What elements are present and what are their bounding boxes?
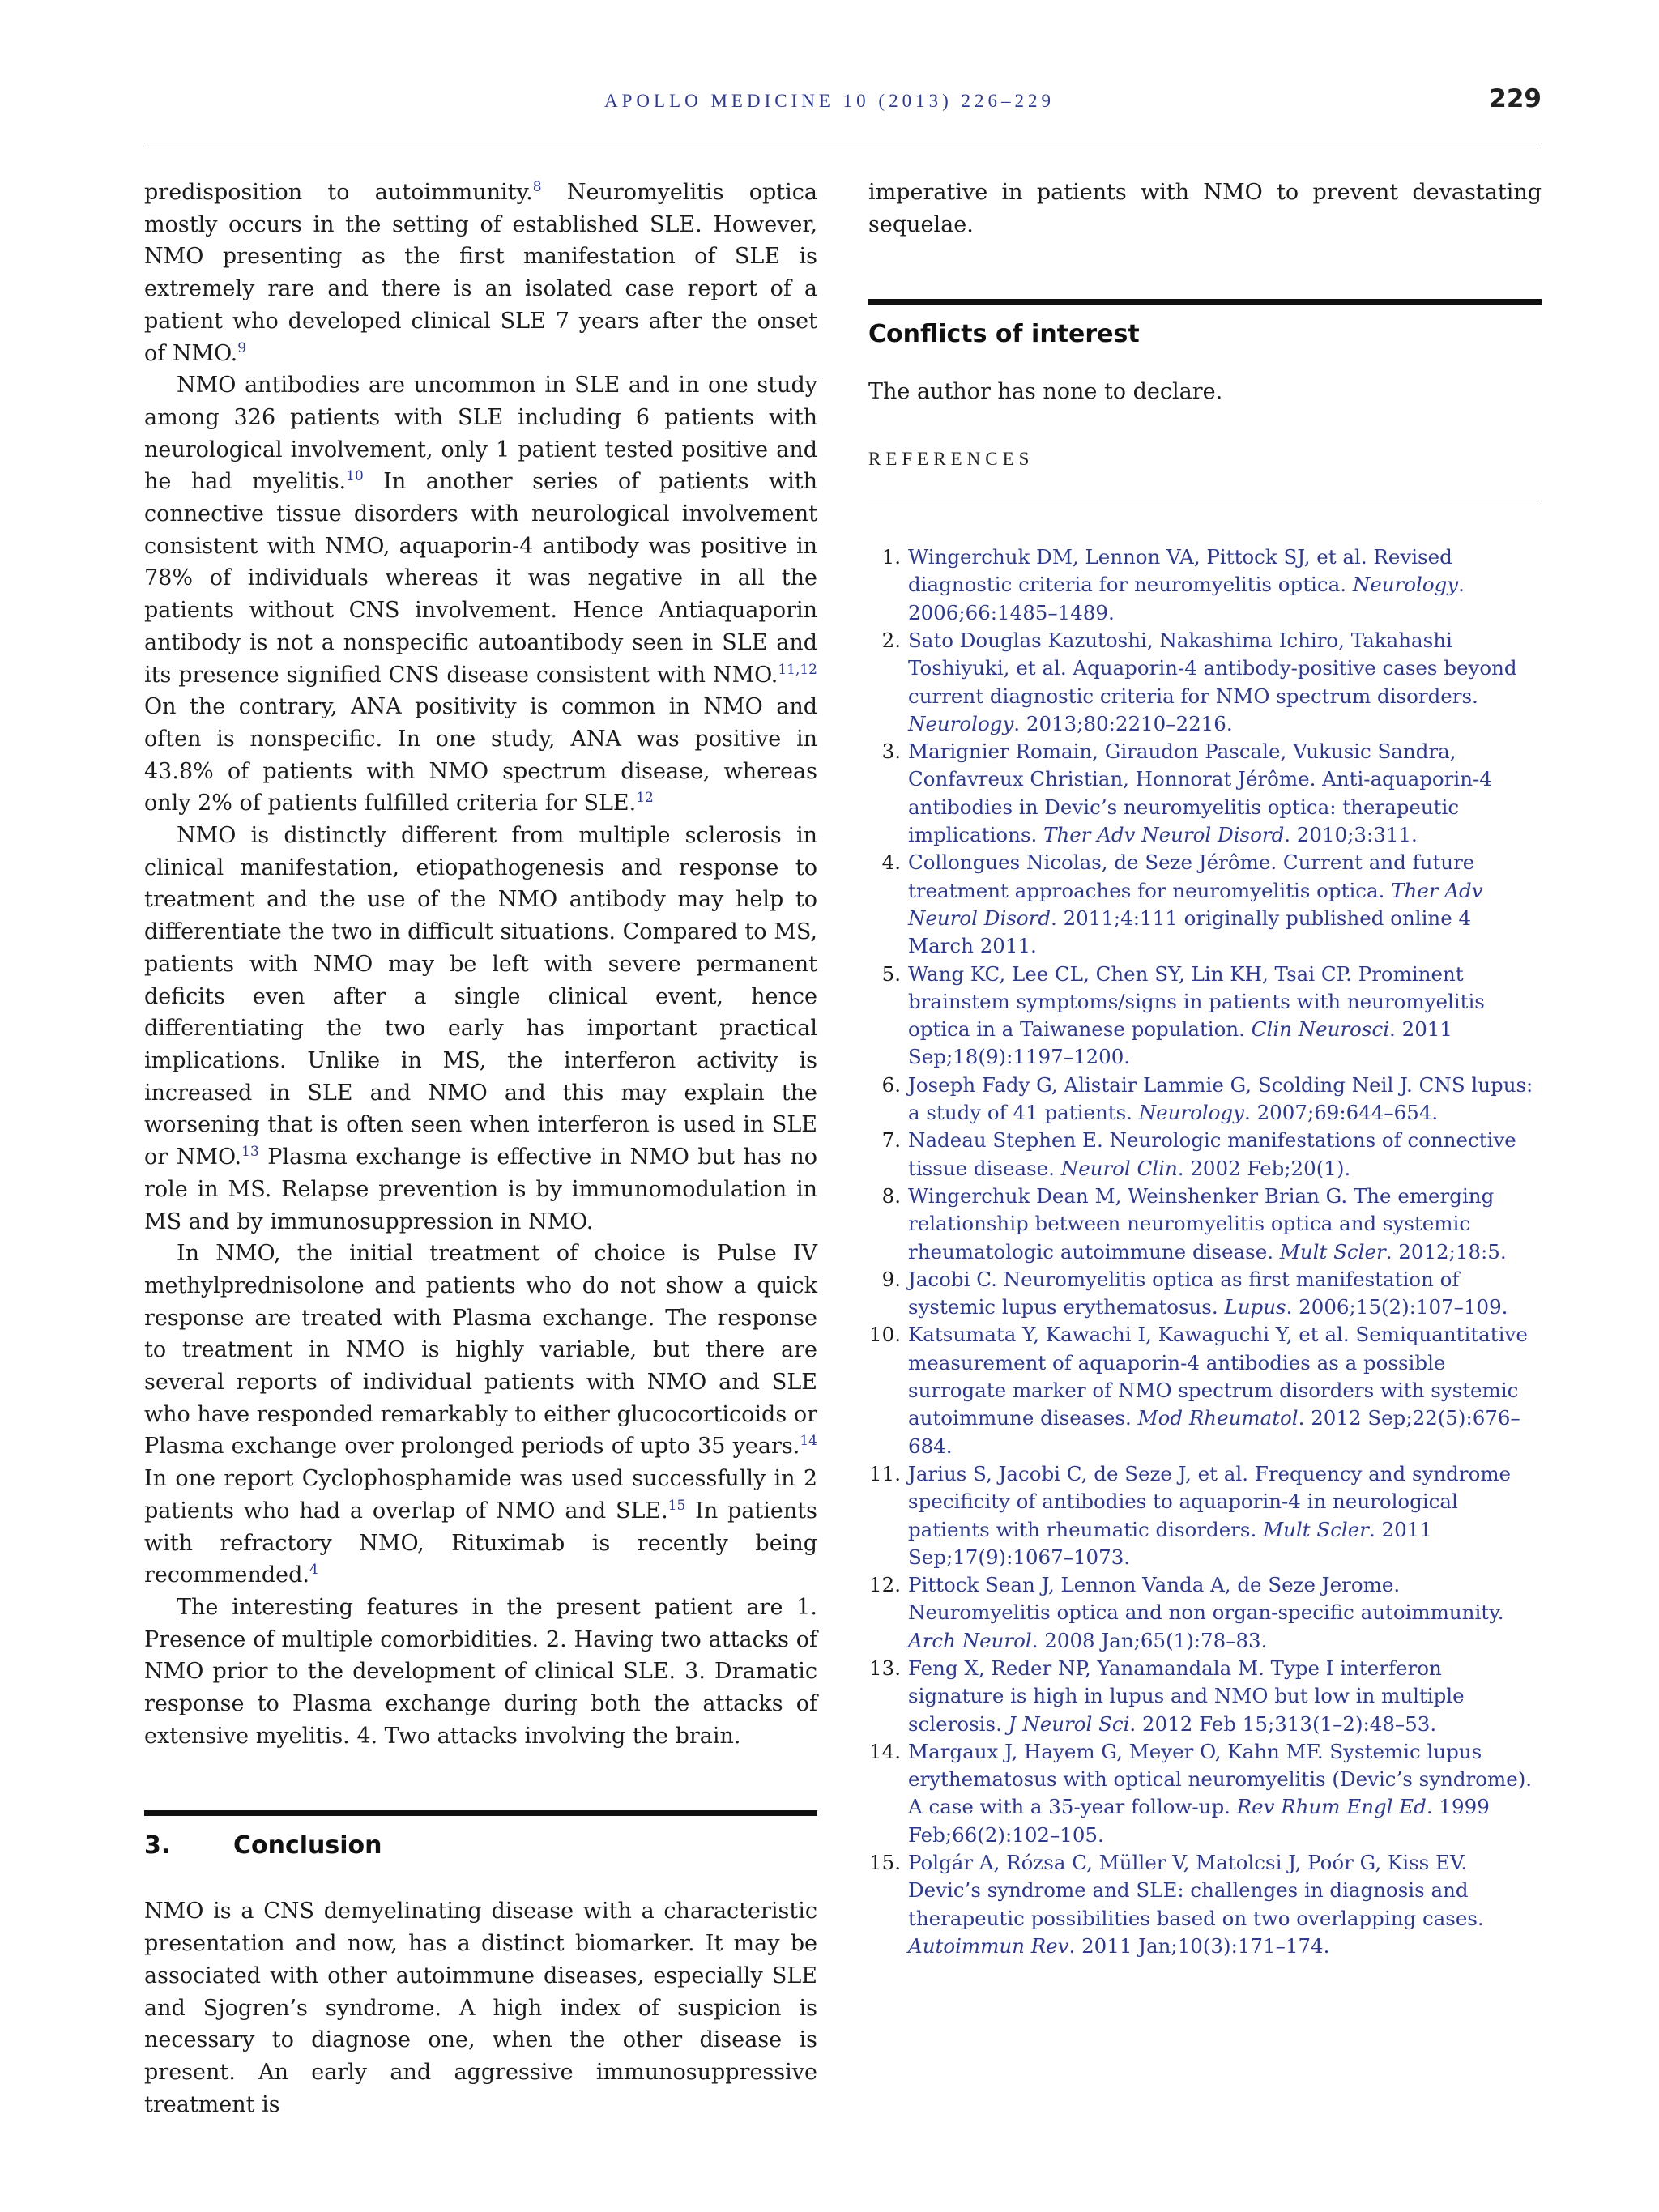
reference-authors-title: Wang KC, Lee CL, Chen SY, Lin KH, Tsai CP. Prominent brainstem symptoms/signs in patients with neuromyelitis optica in a Taiwanese population.	[908, 961, 1485, 1042]
reference-journal: Autoimmun Rev	[908, 1933, 1069, 1958]
reference-item[interactable]	[868, 1072, 1542, 1127]
page-number: 229	[1489, 84, 1542, 113]
reference-number: 9.	[881, 1267, 901, 1291]
paragraph-5: The interesting features in the present patient are 1. Presence of multiple comorbidities. 2. Having two attacks of NMO prior to the development of clinical SLE. 3. Dramatic response to Plasma exchange during both the attacks of extensive myelitis. 4. Two attacks involving the brain.	[144, 1594, 817, 1749]
section-rule	[868, 299, 1542, 305]
reference-details: . 2011 Jan;10(3):171–174.	[1068, 1933, 1330, 1958]
section-heading-conclusion	[144, 1826, 817, 1866]
citation-link[interactable]: 10	[346, 468, 364, 485]
reference-authors-title: Katsumata Y, Kawachi I, Kawaguchi Y, et al. Semiquantitative measurement of aquaporin-4 antibodies as a possible surrogate marker of NMO spectrum disorders with systemic autoimmune diseases.	[908, 1323, 1528, 1430]
reference-item[interactable]	[868, 849, 1542, 960]
reference-item[interactable]	[868, 1849, 1542, 1960]
reference-journal: Mult Scler	[1263, 1517, 1369, 1541]
section-rule	[144, 1810, 817, 1816]
reference-item[interactable]	[868, 543, 1542, 627]
citation-link[interactable]: 11,12	[778, 661, 817, 678]
reference-number: 1.	[881, 545, 901, 569]
reference-details: . 1999 Feb;66(2):102–105.	[908, 1795, 1490, 1847]
citation-link[interactable]: 14	[800, 1433, 817, 1450]
reference-number: 14.	[869, 1739, 901, 1763]
section-title: Conclusion	[233, 1831, 382, 1860]
citation-link[interactable]: 13	[241, 1144, 259, 1161]
running-header: APOLLO MEDICINE 10 (2013) 226–229	[604, 91, 1055, 111]
reference-number: 8.	[881, 1183, 901, 1208]
reference-number: 10.	[869, 1323, 901, 1347]
reference-details: . 2006;66:1485–1489.	[908, 573, 1465, 624]
citation-link[interactable]: 15	[667, 1497, 686, 1514]
paragraph-1: predisposition to autoimmunity.$^8$ Neuromyelitis optica mostly occurs in the setting of established SLE. However, NMO presenting as the first manifestation of SLE is extremely rare and there is an isolated case report of a patient who developed clinical SLE 7 years after the onset of NMO.$^9$	[144, 179, 817, 366]
reference-details: . 2011 Sep;18(9):1197–1200.	[908, 1017, 1452, 1069]
right-column	[868, 177, 1542, 1960]
reference-journal: Neurology	[908, 711, 1014, 735]
reference-item[interactable]	[868, 627, 1542, 738]
reference-item[interactable]	[868, 1655, 1542, 1738]
reference-journal: Mod Rheumatol	[1137, 1406, 1299, 1430]
reference-journal: Neurology	[1352, 573, 1459, 597]
reference-number: 13.	[869, 1656, 901, 1680]
reference-number: 2.	[881, 629, 901, 652]
reference-journal: Neurology	[1138, 1101, 1245, 1125]
reference-journal: Ther Adv Neurol Disord	[908, 878, 1483, 930]
reference-item[interactable]	[868, 1266, 1542, 1322]
reference-journal: Ther Adv Neurol Disord	[1043, 823, 1285, 847]
citation-link[interactable]: 12	[636, 790, 654, 807]
section-heading-conflicts: Conflicts of interest	[868, 320, 1140, 349]
reference-number: 3.	[881, 739, 901, 764]
paragraph-continuation: imperative in patients with NMO to prevent devastating sequelae.	[868, 180, 1542, 237]
paragraph-2: NMO antibodies are uncommon in SLE and in one study among 326 patients with SLE including 6 patients with neurological involvement, only 1 patient tested positive and he had myelitis.$^{10}$ In another series of patients with connective tissue disorders with neurological involvement consistent with NMO, aquaporin-4 antibody was positive in 78% of individuals whereas it was negative in all the patients without CNS involvement. Hence Antiaquaporin antibody is not a nonspecific autoantibody seen in SLE and its presence signified CNS disease consistent with NMO.$^{11,12}$ On the contrary, ANA positivity is common in NMO and often is nonspecific. In one study, ANA was positive in 43.8% of patients with NMO spectrum disease, whereas only 2% of patients fulfilled criteria for SLE.$^{12}$	[144, 373, 817, 816]
reference-number: 6.	[881, 1072, 901, 1097]
reference-details: . 2012 Feb 15;313(1–2):48–53.	[1129, 1711, 1437, 1736]
reference-journal: Arch Neurol	[908, 1628, 1032, 1652]
reference-details: . 2002 Feb;20(1).	[1177, 1156, 1351, 1180]
reference-authors-title: Wingerchuk DM, Lennon VA, Pittock SJ, et al. Revised diagnostic criteria for neuromyelitis optica.	[908, 545, 1452, 597]
reference-journal: J Neurol Sci	[1008, 1711, 1130, 1736]
reference-authors-title: Jarius S, Jacobi C, de Seze J, et al. Frequency and syndrome specificity of antibodies to aquaporin-4 in neurological patients with rheumatic disorders.	[908, 1461, 1512, 1541]
reference-authors-title: Feng X, Reder NP, Yanamandala M. Type I interferon signature is high in lupus and NMO but low in multiple sclerosis.	[908, 1656, 1465, 1736]
reference-details: . 2006;15(2):107–109.	[1286, 1295, 1508, 1319]
reference-details: . 2013;80:2210–2216.	[1013, 711, 1233, 735]
reference-item[interactable]	[868, 1321, 1542, 1460]
reference-item[interactable]	[868, 738, 1542, 849]
reference-details: . 2011;4:111 originally published online 4 March 2011.	[908, 906, 1472, 958]
reference-item[interactable]	[868, 1738, 1542, 1849]
reference-journal: Neurol Clin	[1060, 1156, 1178, 1180]
reference-authors-title: Collongues Nicolas, de Seze Jérôme. Current and future treatment approaches for neuromyelitis optica.	[908, 850, 1475, 902]
reference-item[interactable]	[868, 961, 1542, 1072]
reference-details: . 2012 Sep;22(5):676–684.	[908, 1406, 1520, 1458]
reference-details: . 2011 Sep;17(9):1067–1073.	[908, 1517, 1432, 1569]
reference-authors-title: Pittock Sean J, Lennon Vanda A, de Seze Jerome. Neuromyelitis optica and non organ-specific autoimmunity.	[908, 1573, 1504, 1625]
conflicts-text: The author has none to declare.	[868, 379, 1223, 405]
references-label: REFERENCES	[868, 449, 1034, 470]
reference-authors-title: Jacobi C. Neuromyelitis optica as first manifestation of systemic lupus erythematosus.	[908, 1267, 1460, 1319]
left-column	[144, 177, 817, 2120]
reference-number: 4.	[881, 850, 901, 875]
reference-item[interactable]	[868, 1127, 1542, 1183]
reference-authors-title: Sato Douglas Kazutoshi, Nakashima Ichiro, Takahashi Toshiyuki, et al. Aquaporin-4 antibody-positive cases beyond current diagnostic criteria for NMO spectrum disorders.	[908, 629, 1517, 708]
citation-link[interactable]: 8	[532, 179, 542, 195]
citation-link[interactable]: 4	[309, 1562, 318, 1579]
reference-item[interactable]	[868, 1571, 1542, 1655]
reference-authors-title: Nadeau Stephen E. Neurologic manifestations of connective tissue disease.	[908, 1128, 1516, 1180]
section-number: 3.	[144, 1831, 171, 1860]
citation-link[interactable]: 9	[237, 339, 247, 356]
reference-journal: Lupus	[1224, 1295, 1286, 1319]
paragraph-3: NMO is distinctly different from multiple sclerosis in clinical manifestation, etiopathogenesis and response to treatment and the use of the NMO antibody may help to differentiate the two in difficult situations. Compared to MS, patients with NMO may be left with severe permanent deficits even after a single clinical event, hence differentiating the two early has important practical implications. Unlike in MS, the interferon activity is increased in SLE and NMO and this may explain the worsening that is often seen when interferon is used in SLE or NMO.$^{13}$ Plasma exchange is effective in NMO but has no role in MS. Relapse prevention is by immunomodulation in MS and by immunosuppression in NMO.	[144, 823, 818, 1234]
reference-authors-title: Margaux J, Hayem G, Meyer O, Kahn MF. Systemic lupus erythematosus with optical neuromyelitis (Devic’s syndrome). A case with a 35-year follow-up.	[908, 1739, 1533, 1819]
reference-journal: Mult Scler	[1279, 1239, 1386, 1264]
reference-number: 11.	[869, 1461, 901, 1485]
reference-number: 15.	[869, 1851, 901, 1875]
paragraph-4: In NMO, the initial treatment of choice is Pulse IV methylprednisolone and patients who do not show a quick response are treated with Plasma exchange. The response to treatment in NMO is highly variable, but there are several reports of individual patients with NMO and SLE who have responded remarkably to either glucocorticoids or Plasma exchange over prolonged periods of upto 35 years.$^{14}$ In one report Cyclophosphamide was used successfully in 2 patients who had a overlap of NMO and SLE.$^{15}$ In patients with refractory NMO, Rituximab is recently being recommended.$^4$	[144, 1241, 817, 1588]
reference-authors-title: Marignier Romain, Giraudon Pascale, Vukusic Sandra, Confavreux Christian, Honnorat Jérôme. Anti-aquaporin-4 antibodies in Devic’s neuromyelitis optica: therapeutic implications.	[908, 739, 1492, 847]
conclusion-text: NMO is a CNS demyelinating disease with a characteristic presentation and now, has a distinct biomarker. It may be associated with other autoimmune diseases, especially SLE and Sjogren’s syndrome. A high index of suspicion is necessary to diagnose one, when the other disease is present. An early and aggressive immunosuppressive treatment is	[144, 1899, 817, 2117]
reference-number: 12.	[869, 1573, 901, 1597]
reference-details: . 2007;69:644–654.	[1244, 1101, 1439, 1125]
reference-authors-title: Polgár A, Rózsa C, Müller V, Matolcsi J, Poór G, Kiss EV. Devic’s syndrome and SLE: challenges in diagnosis and therapeutic possibilities based on two overlapping cases.	[908, 1851, 1484, 1930]
reference-journal: Rev Rhum Engl Ed	[1236, 1795, 1427, 1819]
reference-number: 5.	[881, 961, 901, 986]
reference-details: . 2010;3:311.	[1284, 823, 1418, 847]
reference-number: 7.	[881, 1128, 901, 1153]
reference-authors-title: Wingerchuk Dean M, Weinshenker Brian G. The emerging relationship between neuromyelitis optica and systemic rheumatologic autoimmune disease.	[908, 1183, 1495, 1264]
reference-journal: Clin Neurosci	[1251, 1017, 1390, 1042]
reference-item[interactable]	[868, 1183, 1542, 1266]
reference-details: . 2012;18:5.	[1385, 1239, 1507, 1264]
reference-list	[868, 543, 1542, 1960]
reference-authors-title: Joseph Fady G, Alistair Lammie G, Scolding Neil J. CNS lupus: a study of 41 patients.	[908, 1072, 1533, 1125]
reference-details: . 2008 Jan;65(1):78–83.	[1031, 1628, 1268, 1652]
reference-item[interactable]	[868, 1460, 1542, 1571]
